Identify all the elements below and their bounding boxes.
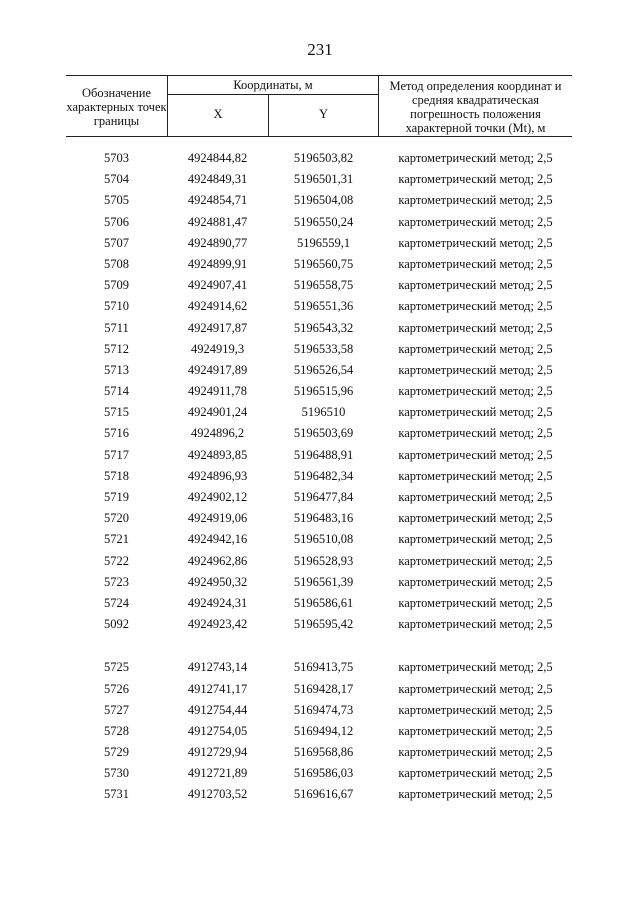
point-id: 5721 — [104, 532, 129, 547]
coord-x: 4924893,85 — [187, 447, 248, 462]
table-row — [66, 169, 572, 190]
coord-y: 5196551,36 — [293, 299, 354, 314]
header-x: X — [167, 95, 268, 136]
method-cell: картометрический метод; 2,5 — [398, 341, 553, 356]
method-cell: картометрический метод; 2,5 — [398, 723, 553, 738]
table-row — [66, 296, 572, 317]
coord-y: 5196515,96 — [293, 384, 354, 399]
table-header — [66, 75, 572, 137]
coord-y: 5196504,08 — [293, 193, 354, 208]
method-cell: картометрический метод; 2,5 — [398, 468, 553, 483]
method-cell: картометрический метод; 2,5 — [398, 256, 553, 271]
method-cell: картометрический метод; 2,5 — [398, 172, 553, 187]
method-cell: картометрический метод; 2,5 — [398, 362, 553, 377]
point-id: 5729 — [104, 745, 129, 760]
coord-y: 5196528,93 — [293, 553, 354, 568]
table-row — [66, 339, 572, 360]
method-cell: картометрический метод; 2,5 — [398, 766, 553, 781]
coord-x: 4924902,12 — [187, 490, 248, 504]
coord-x: 4924917,87 — [187, 320, 248, 335]
method-cell: картометрический метод; 2,5 — [398, 278, 553, 293]
point-id: 5722 — [104, 553, 129, 568]
table-row — [66, 212, 572, 233]
header-method: Метод определения координат и средняя квадратическая погрешность положения характерной точки (Mt), м — [389, 79, 562, 135]
method-cell: картометрический метод; 2,5 — [398, 320, 553, 335]
coord-y: 5169413,75 — [293, 660, 354, 675]
coord-x: 4924919,3 — [190, 341, 245, 356]
coord-y: 5196543,32 — [293, 320, 354, 335]
point-id: 5711 — [104, 320, 129, 335]
table-row — [66, 679, 572, 700]
method-cell: картометрический метод; 2,5 — [398, 745, 553, 760]
point-id: 5716 — [104, 426, 129, 441]
method-cell: картометрический метод; 2,5 — [398, 553, 553, 568]
coord-y: 5196501,31 — [293, 172, 354, 187]
coord-x: 4924907,41 — [187, 278, 248, 293]
point-id: 5714 — [104, 384, 129, 399]
point-id: 5710 — [104, 299, 129, 314]
table-row — [66, 742, 572, 763]
table-row — [66, 657, 572, 678]
point-id: 5728 — [104, 723, 129, 738]
group-separator — [66, 635, 572, 657]
coord-x: 4924854,71 — [187, 193, 248, 208]
coord-x: 4912743,14 — [187, 660, 248, 675]
point-id: 5092 — [104, 617, 129, 632]
method-cell: картометрический метод; 2,5 — [398, 617, 553, 632]
coord-y: 5196586,61 — [293, 595, 354, 610]
coord-y: 5196559,1 — [296, 235, 351, 250]
table-row — [66, 763, 572, 784]
table-body — [66, 148, 572, 806]
coord-y: 5196595,42 — [293, 617, 354, 632]
point-id: 5715 — [104, 405, 129, 420]
table-row — [66, 551, 572, 572]
point-id: 5705 — [104, 193, 129, 208]
method-cell: картометрический метод; 2,5 — [398, 299, 553, 314]
coord-x: 4924844,82 — [187, 151, 248, 165]
coord-x: 4912754,44 — [187, 702, 248, 717]
table-row — [66, 233, 572, 254]
table-row — [66, 614, 572, 635]
coord-y: 5196526,54 — [293, 362, 354, 377]
coord-x: 4924896,2 — [190, 426, 245, 441]
point-id: 5723 — [104, 574, 129, 589]
method-cell: картометрический метод; 2,5 — [398, 235, 553, 250]
coord-x: 4924896,93 — [187, 468, 248, 483]
point-id: 5708 — [104, 256, 129, 271]
point-id: 5730 — [104, 766, 129, 781]
table-row — [66, 423, 572, 444]
table-row — [66, 487, 572, 508]
method-cell: картометрический метод; 2,5 — [398, 511, 553, 526]
coord-x: 4924849,31 — [187, 172, 248, 187]
point-id: 5731 — [104, 787, 129, 802]
point-id: 5718 — [104, 468, 129, 483]
coord-y: 5196503,69 — [293, 426, 354, 441]
method-cell: картометрический метод; 2,5 — [398, 384, 553, 399]
coord-y: 5169494,12 — [293, 723, 354, 738]
method-cell: картометрический метод; 2,5 — [398, 660, 553, 675]
coord-x: 4912721,89 — [187, 766, 248, 781]
coord-x: 4924962,86 — [187, 553, 248, 568]
coord-y: 5196558,75 — [293, 278, 354, 293]
table-row — [66, 466, 572, 487]
coord-x: 4912729,94 — [187, 745, 248, 760]
point-id: 5726 — [104, 681, 129, 696]
point-id: 5727 — [104, 702, 129, 717]
table-row — [66, 360, 572, 381]
coord-x: 4924917,89 — [187, 362, 248, 377]
coord-y: 5169428,17 — [293, 681, 354, 696]
header-y: Y — [268, 95, 379, 136]
point-id: 5713 — [104, 362, 129, 377]
coord-x: 4924881,47 — [187, 214, 248, 229]
table-row — [66, 254, 572, 275]
method-cell: картометрический метод; 2,5 — [398, 193, 553, 208]
table-row — [66, 508, 572, 529]
coord-x: 4924942,16 — [187, 532, 248, 547]
coord-x: 4924914,62 — [187, 299, 248, 314]
table-row — [66, 572, 572, 593]
method-cell: картометрический метод; 2,5 — [398, 787, 553, 802]
point-id: 5712 — [104, 341, 129, 356]
method-cell: картометрический метод; 2,5 — [398, 681, 553, 696]
coord-y: 5196560,75 — [293, 256, 354, 271]
header-designation: Обозначение характерных точек границы — [66, 86, 167, 128]
page-number: 231 — [307, 40, 333, 59]
method-cell: картометрический метод; 2,5 — [398, 574, 553, 589]
point-id: 5719 — [104, 490, 129, 504]
table-row — [66, 529, 572, 550]
coord-y: 5196561,39 — [293, 574, 354, 589]
table-row — [66, 275, 572, 296]
coord-x: 4924901,24 — [187, 405, 248, 420]
header-coordinates: Координаты, м — [167, 76, 379, 95]
point-id: 5704 — [104, 172, 129, 187]
point-id: 5717 — [104, 447, 129, 462]
method-cell: картометрический метод; 2,5 — [398, 151, 553, 165]
coord-x: 4924919,06 — [187, 511, 248, 526]
method-cell: картометрический метод; 2,5 — [398, 532, 553, 547]
coord-y: 5196533,58 — [293, 341, 354, 356]
table-row — [66, 148, 572, 169]
coord-x: 4924899,91 — [187, 256, 248, 271]
table-row — [66, 593, 572, 614]
coord-y: 5196510,08 — [293, 532, 354, 547]
point-id: 5709 — [104, 278, 129, 293]
coord-y: 5196488,91 — [293, 447, 354, 462]
coord-y: 5196483,16 — [293, 511, 354, 526]
point-id: 5720 — [104, 511, 129, 526]
table-row — [66, 402, 572, 423]
method-cell: картометрический метод; 2,5 — [398, 490, 553, 504]
coord-y: 5169616,67 — [293, 787, 354, 802]
table-row — [66, 445, 572, 466]
coord-x: 4912741,17 — [187, 681, 248, 696]
table-row — [66, 784, 572, 805]
coord-x: 4924923,42 — [187, 617, 248, 632]
table-row — [66, 381, 572, 402]
coord-x: 4912754,05 — [187, 723, 248, 738]
coord-y: 5196477,84 — [293, 490, 354, 504]
point-id: 5703 — [104, 151, 129, 165]
coord-x: 4924890,77 — [187, 235, 248, 250]
coord-y: 5196550,24 — [293, 214, 354, 229]
method-cell: картометрический метод; 2,5 — [398, 447, 553, 462]
coord-y: 5169474,73 — [293, 702, 354, 717]
table-row — [66, 190, 572, 211]
coord-y: 5196503,82 — [293, 151, 354, 165]
method-cell: картометрический метод; 2,5 — [398, 405, 553, 420]
coord-x: 4924911,78 — [188, 384, 247, 399]
method-cell: картометрический метод; 2,5 — [398, 702, 553, 717]
method-cell: картометрический метод; 2,5 — [398, 214, 553, 229]
point-id: 5706 — [104, 214, 129, 229]
table-row — [66, 721, 572, 742]
point-id: 5707 — [104, 235, 129, 250]
method-cell: картометрический метод; 2,5 — [398, 595, 553, 610]
coord-x: 4924924,31 — [187, 595, 248, 610]
coord-x: 4924950,32 — [187, 574, 248, 589]
coord-y: 5169586,03 — [293, 766, 354, 781]
coord-y: 5196510 — [301, 405, 346, 420]
coord-y: 5196482,34 — [293, 468, 354, 483]
point-id: 5724 — [104, 595, 129, 610]
table-row — [66, 318, 572, 339]
coord-x: 4912703,52 — [187, 787, 248, 802]
point-id: 5725 — [104, 660, 129, 675]
coord-y: 5169568,86 — [293, 745, 354, 760]
method-cell: картометрический метод; 2,5 — [398, 426, 553, 441]
table-row — [66, 700, 572, 721]
